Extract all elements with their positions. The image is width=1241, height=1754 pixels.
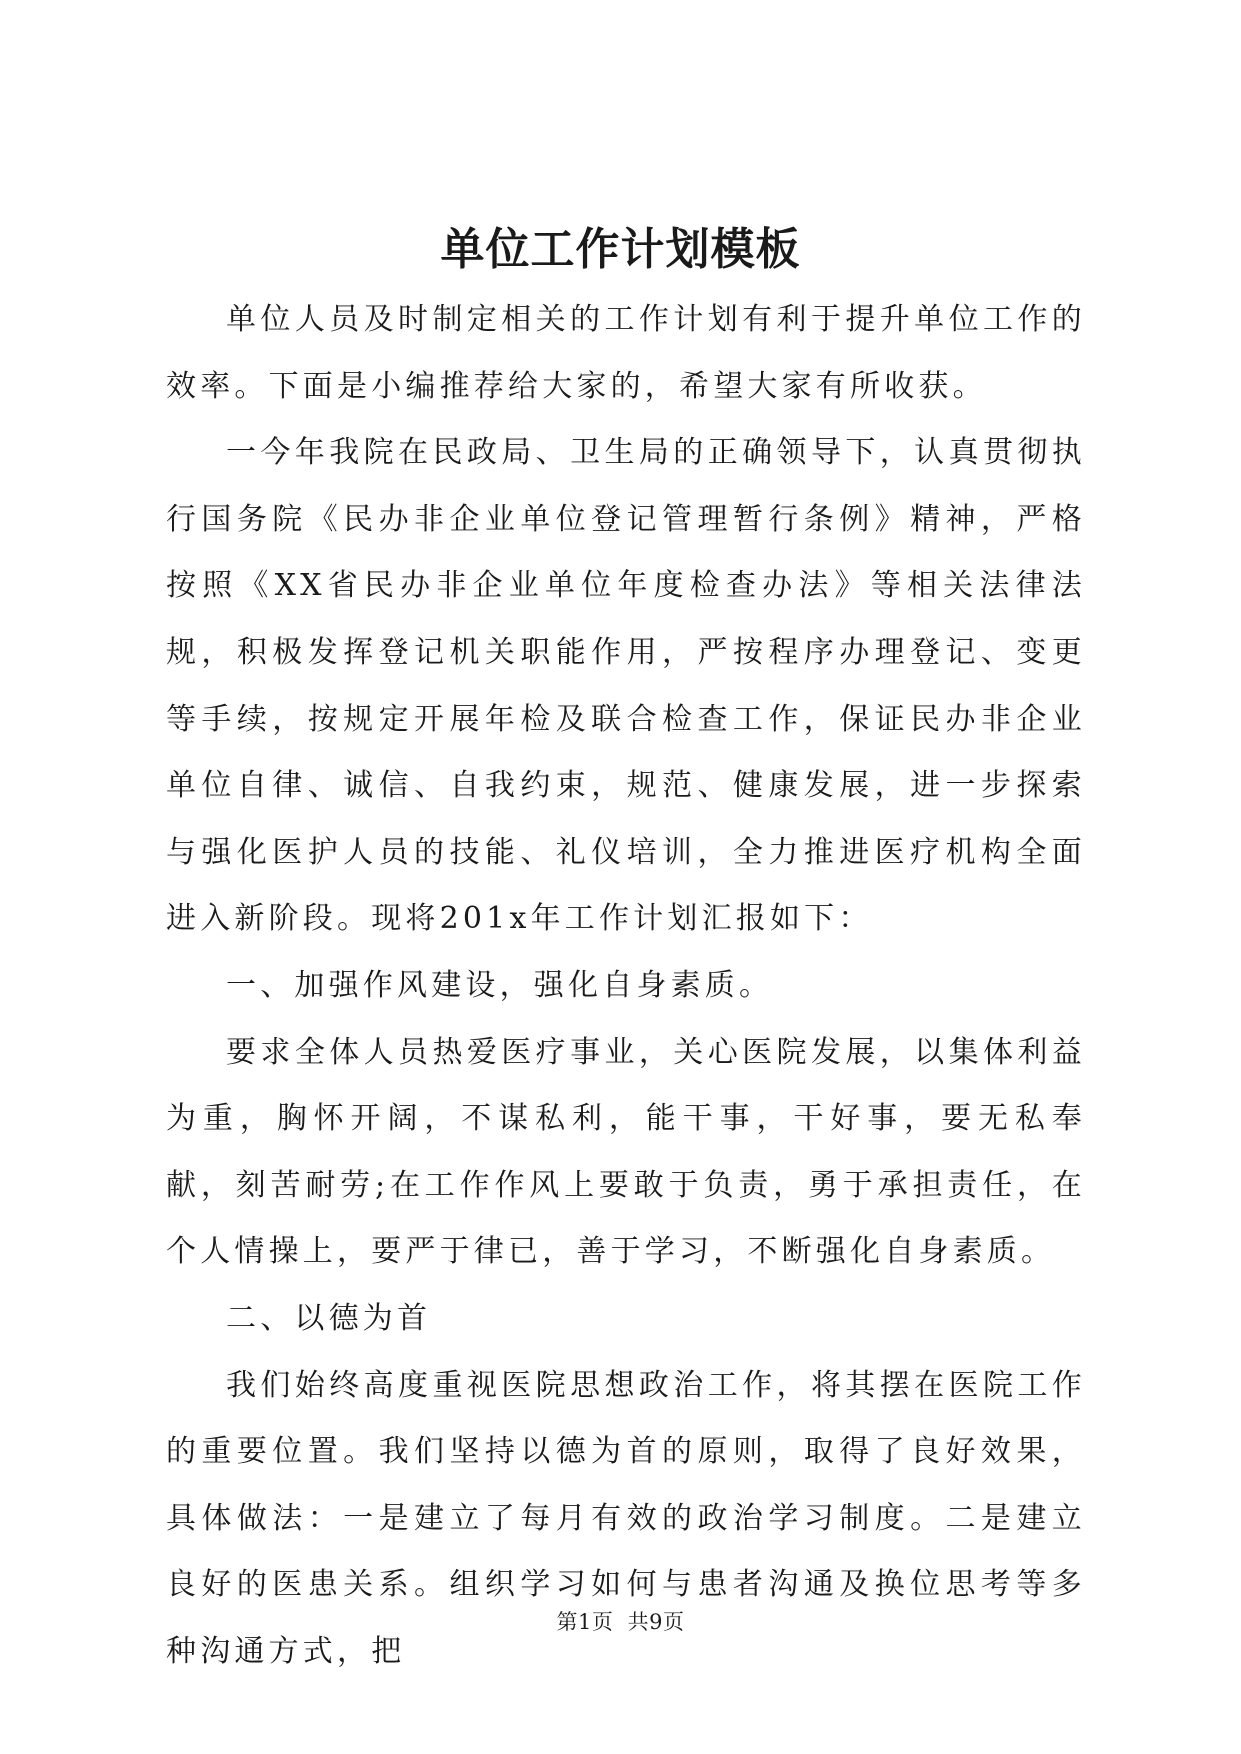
page-prefix: 第 <box>556 1610 578 1634</box>
footer-gap <box>613 1610 627 1634</box>
page-suffix: 页 <box>591 1610 614 1634</box>
document-body <box>166 287 1086 1685</box>
paragraph-section-1: 要求全体人员热爱医疗事业，关心医院发展，以集体利益为重，胸怀开阔，不谋私利，能干事，干好事，要无私奉献，刻苦耐劳;在工作作风上要敢于负责，勇于承担责任，在个人情操上，要严于律已，善于学习，不断强化自身素质。 <box>166 1034 1086 1270</box>
paragraph-overview: 一今年我院在民政局、卫生局的正确领导下，认真贯彻执行国务院《民办非企业单位登记管理暂行条例》精神，严格按照《XX省民办非企业单位年度检查办法》等相关法律法规，积极发挥登记机关职能作用，严按程序办理登记、变更等手续，按规定开展年检及联合检查工作，保证民办非企业单位自律、诚信、自我约束，规范、健康发展，进一步探索与强化医护人员的技能、礼仪培训，全力推进医疗机构全面进入新阶段。现将201x年工作计划汇报如下： <box>166 435 1086 937</box>
page-number: 1 <box>577 1610 592 1634</box>
page-footer <box>0 1608 1241 1636</box>
paragraph-section-2: 我们始终高度重视医院思想政治工作，将其摆在医院工作的重要位置。我们坚持以德为首的原则，取得了良好效果，具体做法：一是建立了每月有效的政治学习制度。二是建立良好的医患关系。组织学习如何与患者沟通及换位思考等多种沟通方式，把 <box>166 1367 1086 1669</box>
total-suffix: 页 <box>663 1610 685 1634</box>
document-title: 单位工作计划模板 <box>440 224 801 275</box>
section-heading-1: 一、加强作风建设，强化自身素质。 <box>226 967 774 1003</box>
total-prefix: 共 <box>627 1610 650 1634</box>
total-pages: 9 <box>649 1610 664 1634</box>
paragraph-intro: 单位人员及时制定相关的工作计划有利于提升单位工作的效率。下面是小编推荐给大家的，希望大家有所收获。 <box>166 302 1086 404</box>
section-heading-2: 二、以德为首 <box>226 1300 432 1336</box>
